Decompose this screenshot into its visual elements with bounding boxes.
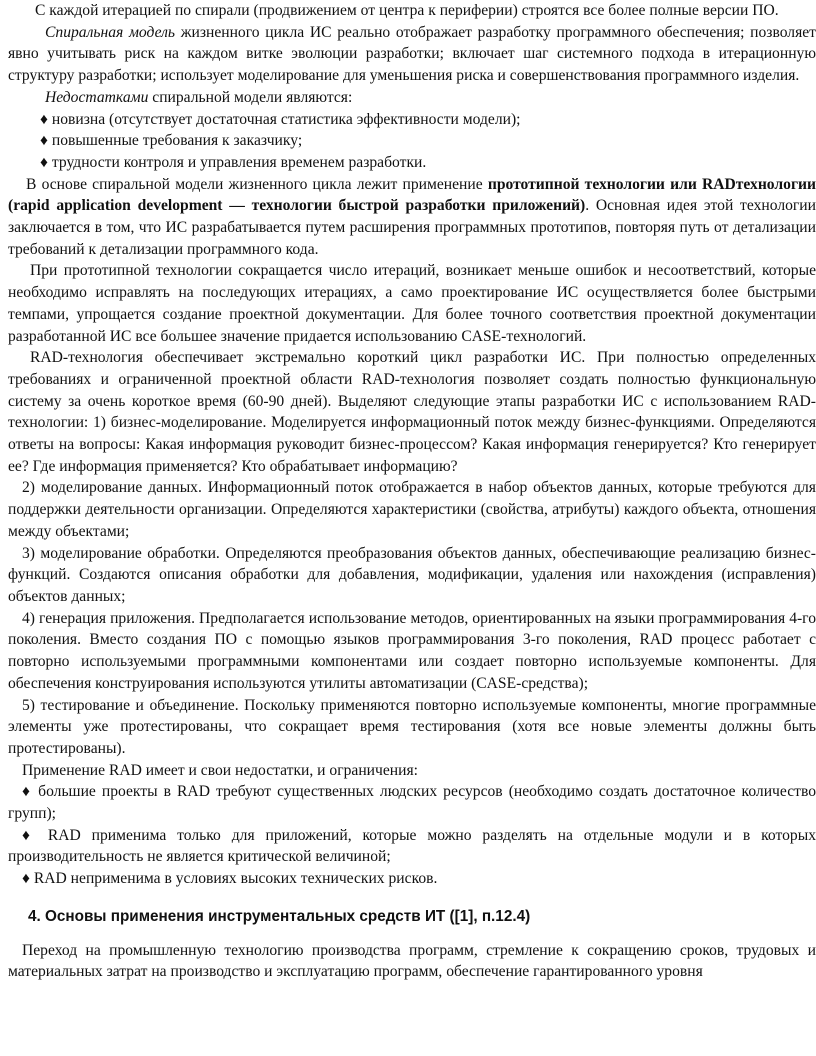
bullet-time-control: [8, 152, 816, 174]
bullet-technical-risks: [8, 868, 816, 890]
paragraph-rad-limits: [8, 760, 816, 782]
paragraph-text: жизненного цикла ИС реально отображает разработку программного обеспечения; позволяет явно учитывать риск на каждом витке эволюции разработки; включает шаг системного подхода в итерационную структуру разработки; использует моделирование для уменьшения риска и совершенствования программного изделия.: [8, 23, 816, 85]
paragraph-prototype: [8, 260, 816, 347]
paragraph-rad-stages: [8, 347, 816, 477]
paragraph-text: . Основная идея этой технологии заключается в том, что ИС разрабатывается путем расширения программных прототипов, повторяя путь от детализации требований к детализации программного кода.: [8, 197, 816, 258]
paragraph-app-generation: [8, 608, 816, 695]
paragraph-text: Переход на промышленную технологию производства программ, стремление к сокращению сроков, трудовых и материальных затрат на производство и эксплуатацию программ, обеспечение гарантированного уровня: [8, 941, 816, 981]
paragraph-process-modeling: [8, 543, 816, 608]
bullet-text: ♦ новизна (отсутствует достаточная статистика эффективности модели);: [40, 110, 521, 128]
paragraph-spiral-iterations: [8, 0, 816, 22]
bullet-modular-apps: [8, 825, 816, 868]
bullet-customer-requirements: [8, 130, 816, 152]
paragraph-text: В основе спиральной модели жизненного цикла лежит применение: [26, 175, 488, 193]
term-rad-technology: прототипной технологии или RADтехнологии (rapid application development — технологии быстрой разработки приложений): [8, 175, 816, 215]
paragraph-text: С каждой итерацией по спирали (продвижением от центра к периферии) строятся все более полные версии ПО.: [35, 2, 779, 19]
bullet-novelty: [8, 109, 816, 131]
bullet-text: ♦ большие проекты в RAD требуют существенных людских ресурсов (необходимо создать достаточное количество групп);: [8, 783, 816, 823]
paragraph-text: При прототипной технологии сокращается число итераций, возникает меньше ошибок и несоответствий, которые необходимо исправлять на последующих итерациях, а само проектирование ИС осуществляется более быстрыми темпами, упрощается создание проектной документации. Для более точного соответствия проектной документации разработанной ИС все большее значение придается использованию CASE-технологий.: [8, 262, 816, 345]
document-body: [8, 0, 816, 983]
paragraph-rad-basis: [8, 174, 816, 261]
paragraph-text: Применение RAD имеет и свои недостатки, и ограничения:: [22, 761, 418, 779]
paragraph-text: RAD-технология обеспечивает экстремально короткий цикл разработки ИС. При полностью определенных требованиях и ограниченной проектной области RAD-технология позволяет создать полностью функциональную систему за очень короткое время (60-90 дней). Выделяют следующие этапы разработки ИС с использованием RAD-технологии: 1) бизнес-моделирование. Моделируется информационный поток между бизнес-функциями. Определяются ответы на вопросы: Какая информация руководит бизнес-процессом? Какая информация генерируется? Кто генерирует ее? Где информация применяется? Кто обрабатывает информацию?: [8, 349, 816, 475]
term-disadvantages: Недостатками: [45, 88, 149, 106]
paragraph-spiral-model: [8, 22, 816, 87]
paragraph-disadvantages: [8, 87, 816, 109]
paragraph-text: 4) генерация приложения. Предполагается использование методов, ориентированных на языки программирования 4-го поколения. Вместо создания ПО с помощью языков программирования 3-го поколения, RAD процесс работает с повторно используемыми программными компонентами или создает повторно используемые компоненты. Для обеспечения конструирования используются утилиты автоматизации (CASE-средства);: [8, 609, 816, 692]
bullet-text: ♦ RAD неприменима в условиях высоких технических рисков.: [22, 870, 438, 888]
paragraph-testing: [8, 695, 816, 760]
paragraph-industrial-transition: [8, 940, 816, 983]
paragraph-text: спиральной модели являются:: [148, 88, 353, 106]
paragraph-text: 5) тестирование и объединение. Поскольку применяются повторно используемые компоненты, многие программные элементы уже протестированы, что сокращает время тестирования (хотя все новые элементы должны быть протестированы).: [8, 696, 816, 757]
bullet-text: ♦ повышенные требования к заказчику;: [40, 132, 303, 150]
bullet-text: ♦ RAD применима только для приложений, которые можно разделять на отдельные модули и в которых производительность не является критической величиной;: [8, 826, 816, 866]
section-heading: 4. Основы применения инструментальных средств ИТ ([1], п.12.4): [28, 907, 531, 925]
paragraph-text: 2) моделирование данных. Информационный поток отображается в набор объектов данных, которые требуются для поддержки деятельности организации. Определяются характеристики (свойства, атрибуты) каждого объекта, отношения между объектами;: [8, 479, 816, 540]
bullet-large-projects: [8, 781, 816, 824]
paragraph-data-modeling: [8, 477, 816, 542]
paragraph-text: 3) моделирование обработки. Определяются преобразования объектов данных, обеспечивающие реализацию бизнес-функций. Создаются описания обработки для добавления, модификации, удаления или нахождения (исправления) объектов данных;: [8, 544, 816, 605]
bullet-text: ♦ трудности контроля и управления временем разработки.: [40, 153, 427, 171]
term-spiral-model: Спиральная модель: [45, 23, 176, 41]
